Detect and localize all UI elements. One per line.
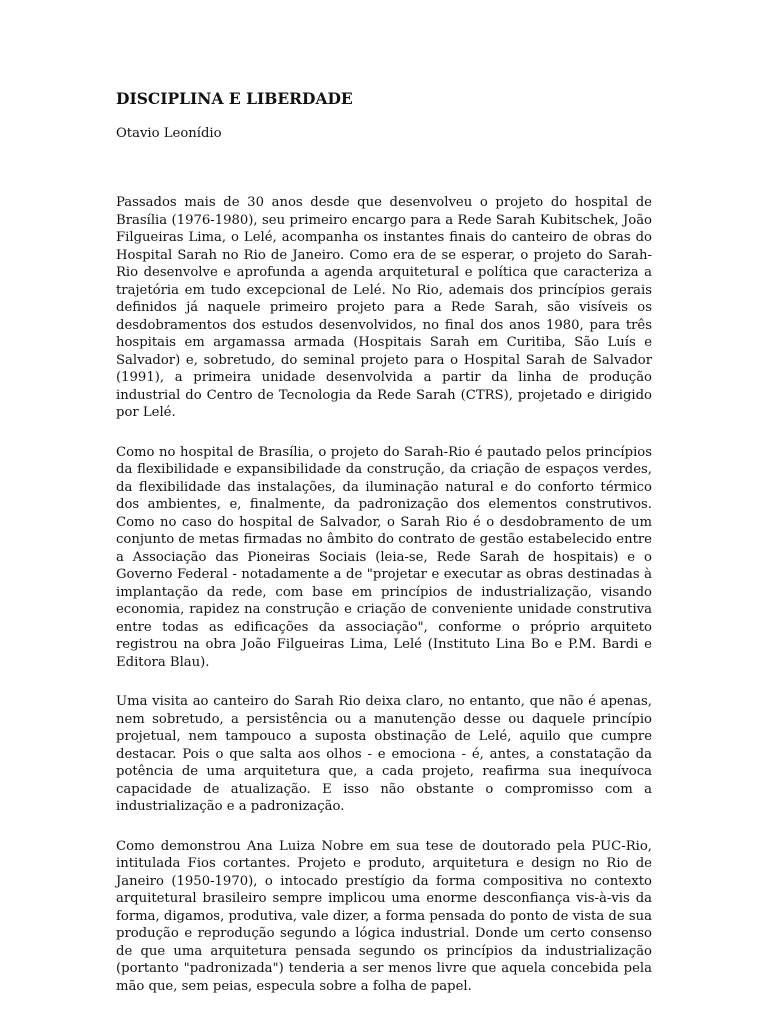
document-body [116, 194, 652, 995]
document-page [116, 88, 652, 1017]
document-title: DISCIPLINA E LIBERDADE [116, 89, 353, 108]
paragraph-1: Passados mais de 30 anos desde que desenvolveu o projeto do hospital de Brasília (1976-1980), seu primeiro encargo para a Rede Sarah Kubitschek, João Filgueiras Lima, o Lelé, acompanha os instantes finais do canteiro de obras do Hospital Sarah no Rio de Janeiro. Como era de se esperar, o projeto do Sarah-Rio desenvolve e aprofunda a agenda arquitetural e política que caracteriza a trajetória em tudo excepcional de Lelé. No Rio, ademais dos princípios gerais definidos já naquele primeiro projeto para a Rede Sarah, são visíveis os desdobramentos dos estudos desenvolvidos, no final dos anos 1980, para três hospitais em argamassa armada (Hospitais Sarah em Curitiba, São Luís e Salvador) e, sobretudo, do seminal projeto para o Hospital Sarah de Salvador (1991), a primeira unidade desenvolvida a partir da linha de produção industrial do Centro de Tecnologia da Rede Sarah (CTRS), projetado e dirigido por Lelé. [116, 195, 652, 420]
paragraph-3: Uma visita ao canteiro do Sarah Rio deixa claro, no entanto, que não é apenas, nem sobretudo, a persistência ou a manutenção desse ou daquele princípio projetual, nem tampouco a suposta obstinação de Lelé, aquilo que cumpre destacar. Pois o que salta aos olhos - e emociona - é, antes, a constatação da potência de uma arquitetura que, a cada projeto, reafirma sua inequívoca capacidade de atualização. E isso não obstante o compromisso com a industrialização e a padronização. [116, 694, 652, 814]
document-author: Otavio Leonídio [116, 126, 222, 141]
paragraph-2: Como no hospital de Brasília, o projeto do Sarah-Rio é pautado pelos princípios da flexibilidade e expansibilidade da construção, da criação de espaços verdes, da flexibilidade das instalações, da iluminação natural e do conforto térmico dos ambientes, e, finalmente, da padronização dos elementos construtivos. Como no caso do hospital de Salvador, o Sarah Rio é o desdobramento de um conjunto de metas firmadas no âmbito do contrato de gestão estabelecido entre a Associação das Pioneiras Sociais (leia-se, Rede Sarah de hospitais) e o Governo Federal - notadamente a de "projetar e executar as obras destinadas à implantação da rede, com base em princípios de industrialização, visando economia, rapidez na construção e criação de conveniente unidade construtiva entre todas as edificações da associação", conforme o próprio arquiteto registrou na obra João Filgueiras Lima, Lelé (Instituto Lina Bo e P.M. Bardi e Editora Blau). [116, 444, 652, 670]
paragraph-4: Como demonstrou Ana Luiza Nobre em sua tese de doutorado pela PUC-Rio, intitulada Fios cortantes. Projeto e produto, arquitetura e design no Rio de Janeiro (1950-1970), o intocado prestígio da forma compositiva no contexto arquitetural brasileiro sempre implicou uma enorme desconfiança vis-à-vis da forma, digamos, produtiva, vale dizer, a forma pensada do ponto de vista de sua produção e reprodução segundo a lógica industrial. Donde um certo consenso de que uma arquitetura pensada segundo os princípios da industrialização (portanto "padronizada") tenderia a ser menos livre que aquela concebida pela mão que, sem peias, especula sobre a folha de papel. [116, 838, 652, 994]
